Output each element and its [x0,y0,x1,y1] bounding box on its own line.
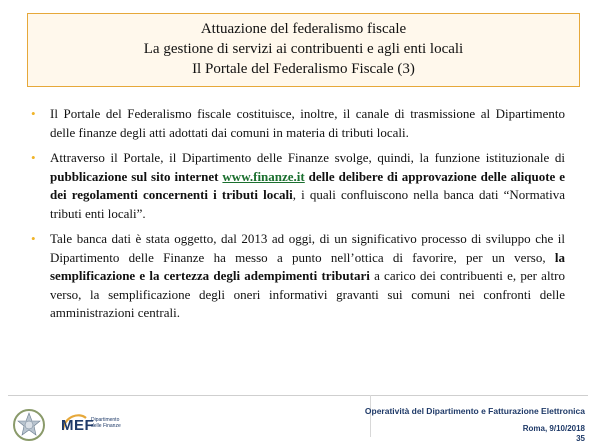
bullet-2-bold-2: delle delibere di approvazione delle aliquote e dei regolamenti concernenti i tributi locali [50,168,565,202]
footer-vertical-divider [370,395,371,437]
footer-divider [8,395,588,396]
title-line-3: Il Portale del Federalismo Fiscale (3) [192,61,415,77]
finanze-link[interactable]: www.finanze.it [222,168,305,184]
mef-logo-text: MEF [61,417,95,434]
footer-page-number: 35 [576,434,585,443]
bullet-2-text-end: , i quali confluiscono nella banca dati “Normativa tributi enti locali”. [50,187,566,221]
bullet-item-3 [28,230,565,323]
bullet-dot-icon: • [31,231,36,246]
footer-date: Roma, 9/10/2018 [522,424,585,433]
italian-republic-emblem-icon [11,408,47,442]
bullet-dot-icon: • [31,106,36,121]
title-box [27,13,580,87]
bullet-2-bold-1: pubblicazione sul sito internet [50,168,223,184]
title-line-1: Attuazione del federalismo fiscale [200,21,407,37]
bullet-item-1 [28,105,565,142]
footer-event-title: Operatività del Dipartimento e Fatturazione Elettronica [364,406,585,416]
mef-logo-subtitle: Dipartimento delle Finanze [91,417,121,429]
bullet-3-text: Tale banca dati è stata oggetto, dal 2013 ad oggi, di un significativo processo di sviluppo che il Dipartimento delle Finanze ha messo a punto nell’ottica di favorire, per un verso, [50,231,565,265]
title-line-2: La gestione di servizi ai contribuenti e agli enti locali [143,41,464,57]
bullet-1-text: Il Portale del Federalismo fiscale costituisce, inoltre, il canale di trasmissione al Dipartimento delle finanze degli atti adottati dai comuni in materia di tributi locali. [50,106,565,140]
bullet-item-2 [28,149,565,223]
bullet-3-text-end: a carico dei contribuenti e, per altro verso, la semplificazione degli oneri informativi gravanti sui comuni nei confronti delle amministrazioni centrali. [50,268,565,320]
bullet-2-text: Attraverso il Portale, il Dipartimento delle Finanze svolge, quindi, la funzione istituzionale di [50,150,565,165]
bullet-3-bold: la semplificazione e la certezza degli adempimenti tributari [50,249,565,283]
bullet-list [28,105,565,330]
bullet-dot-icon: • [31,150,36,165]
